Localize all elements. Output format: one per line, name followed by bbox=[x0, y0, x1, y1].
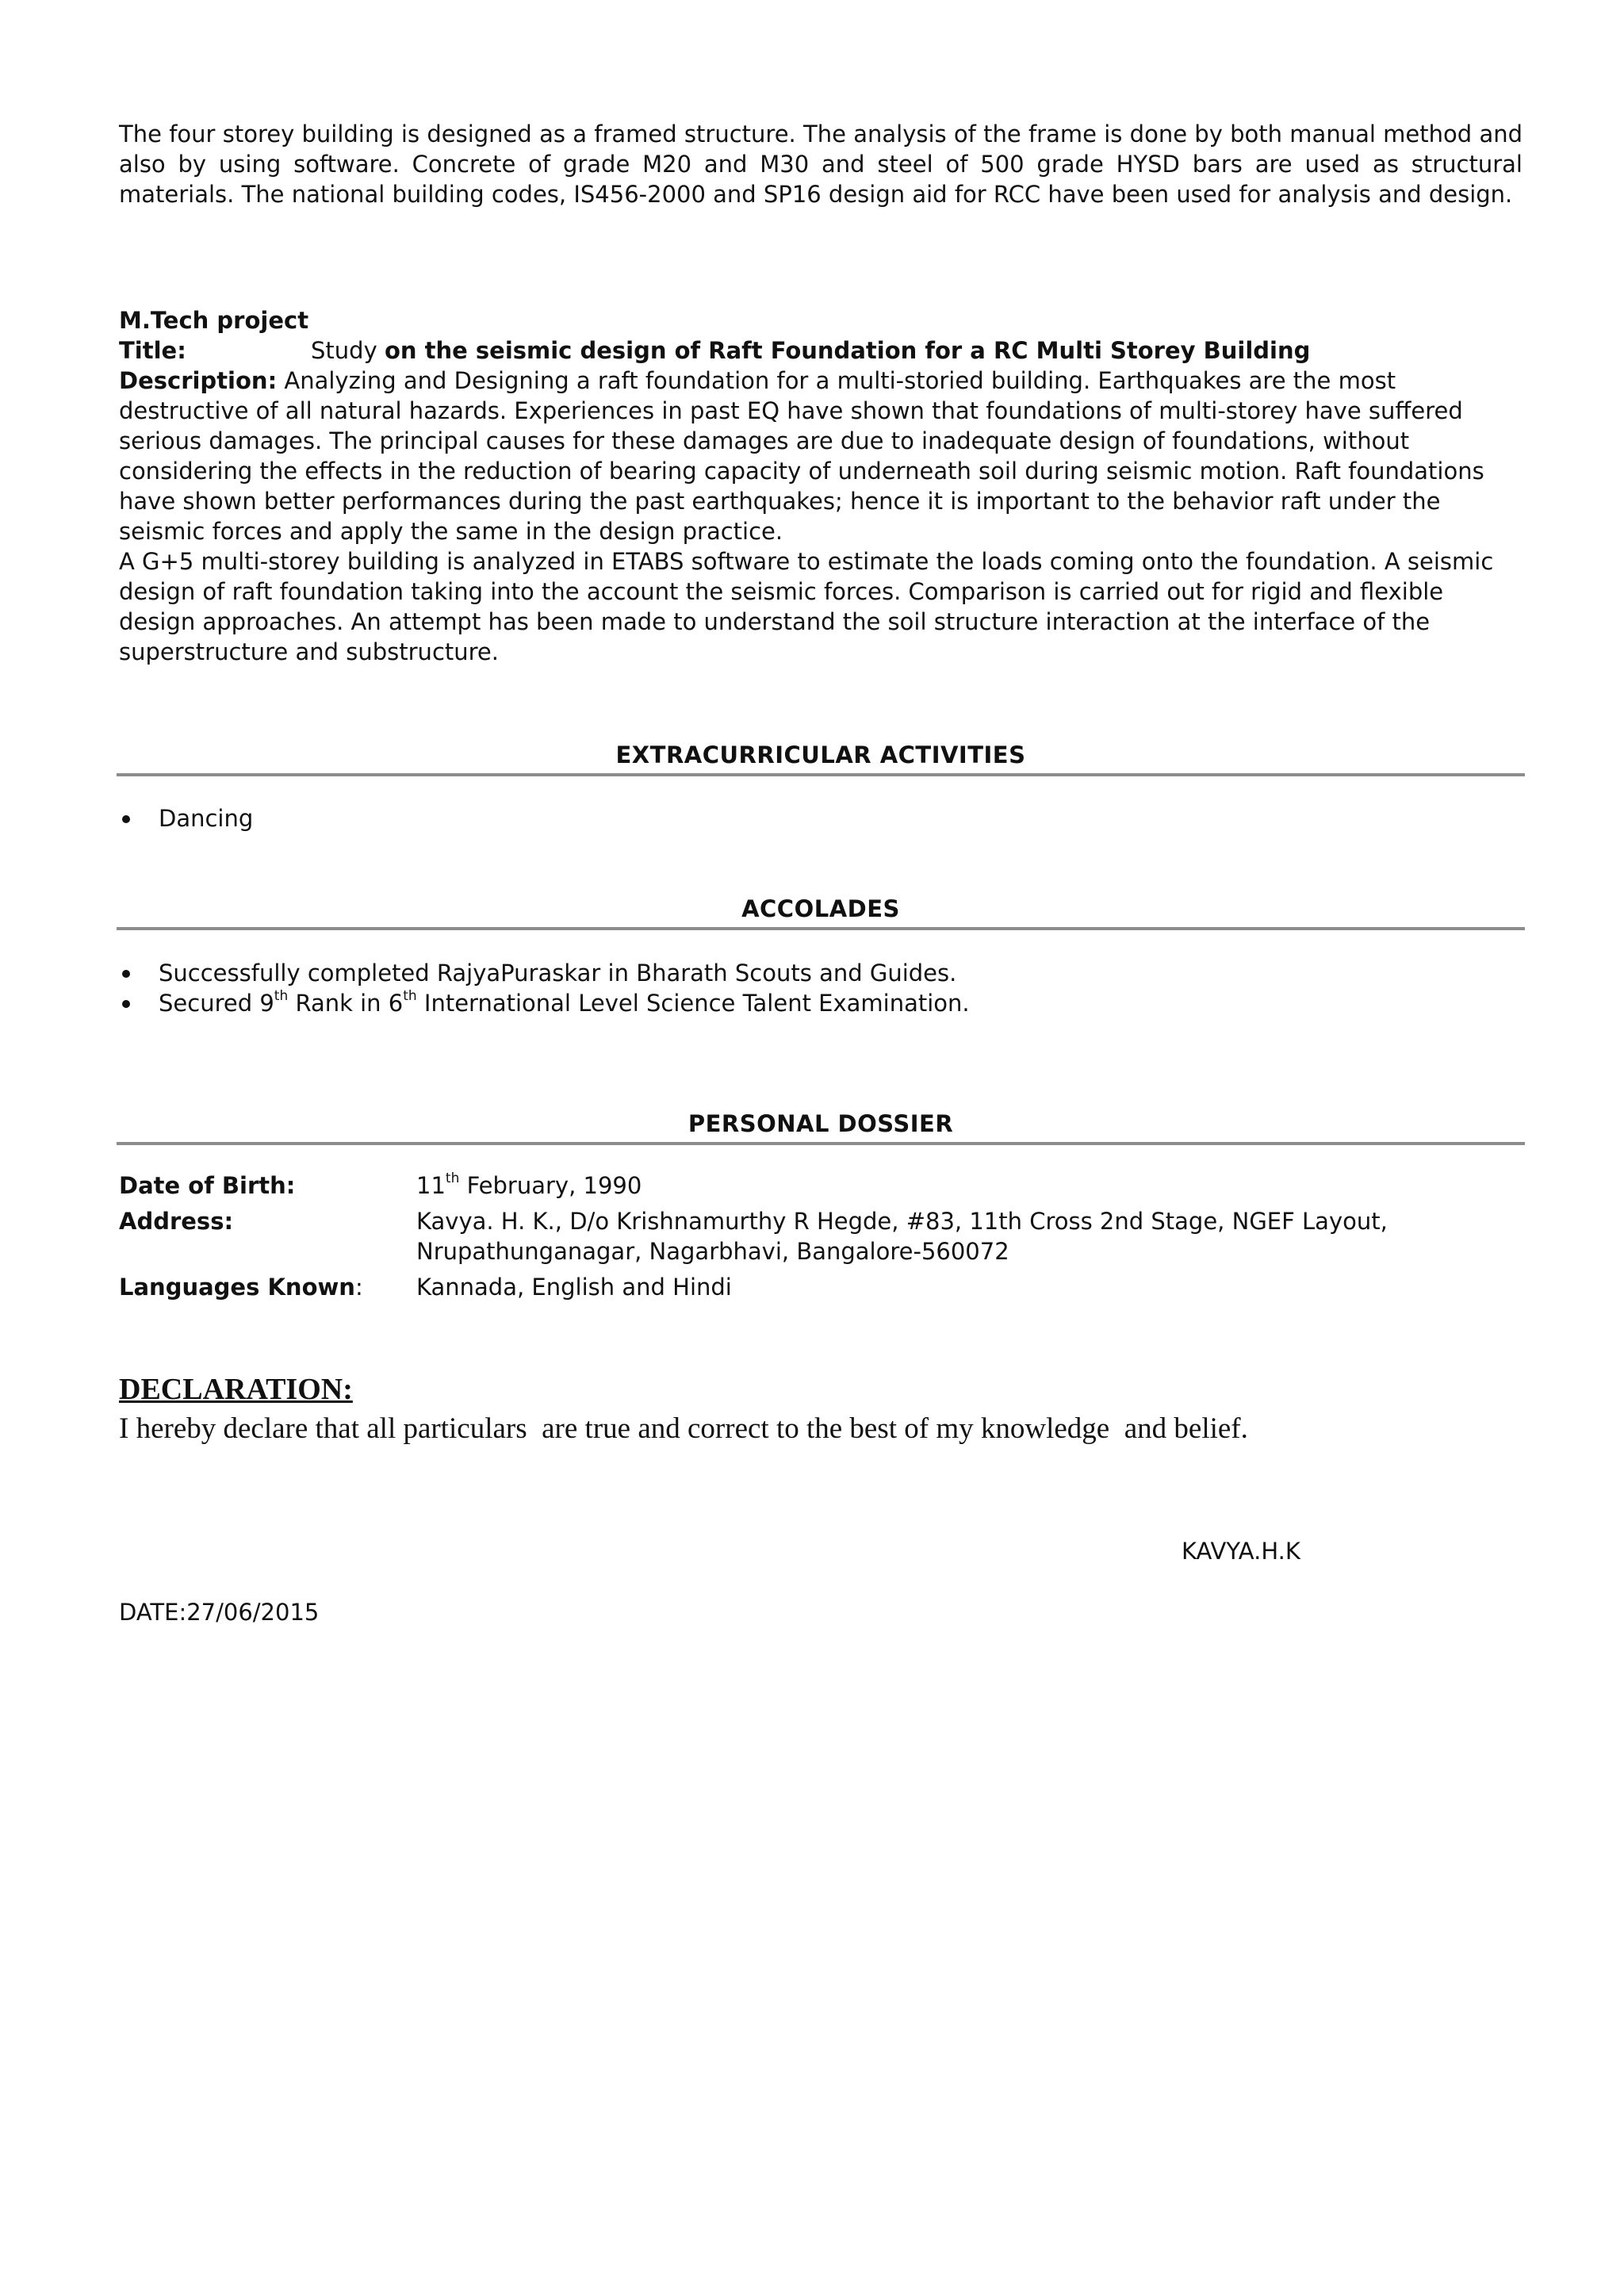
languages-colon: : bbox=[354, 1274, 363, 1301]
section-divider bbox=[117, 1142, 1525, 1145]
personal-section-header bbox=[117, 1109, 1525, 1145]
mtech-description bbox=[119, 366, 1522, 546]
bullet-icon bbox=[122, 970, 130, 978]
extracurricular-item: Dancing bbox=[159, 805, 254, 832]
mtech-project-block bbox=[119, 305, 1522, 667]
accolade-item-2 bbox=[159, 990, 970, 1017]
bullet-icon bbox=[122, 1000, 130, 1008]
accolades-heading: ACCOLADES bbox=[741, 895, 900, 922]
dob-day: 11 bbox=[416, 1172, 446, 1199]
mtech-title-label: Title: bbox=[119, 337, 186, 364]
accolade-item-1: Successfully completed RajyaPuraskar in Bharath Scouts and Guides. bbox=[159, 960, 957, 987]
accolade-text: Rank in 6 bbox=[288, 990, 404, 1017]
ordinal-suffix: th bbox=[403, 988, 417, 1005]
list-item bbox=[119, 988, 970, 1018]
languages-row bbox=[119, 1272, 1522, 1302]
bullet-icon bbox=[122, 815, 130, 823]
project-intro-paragraph: The four storey building is designed as a framed structure. The analysis of the frame is done by both manual method and also by using software. Concrete of grade M20 and M30 and steel of 500 grade HYSD bars are used as structural materials. The national building codes, IS456-2000 and SP16 design aid for RCC have been used for analysis and design. bbox=[119, 121, 1522, 208]
personal-heading: PERSONAL DOSSIER bbox=[688, 1110, 954, 1137]
dob-value bbox=[416, 1170, 1522, 1201]
dob-row bbox=[119, 1170, 1522, 1201]
address-line-2: Nrupathunganagar, Nagarbhavi, Bangalore-560072 bbox=[416, 1238, 1009, 1265]
section-divider bbox=[117, 927, 1525, 930]
signature-name: KAVYA.H.K bbox=[1182, 1538, 1300, 1565]
ordinal-suffix: th bbox=[274, 988, 289, 1005]
extracurricular-heading: EXTRACURRICULAR ACTIVITIES bbox=[615, 741, 1026, 768]
declaration-date: DATE:27/06/2015 bbox=[119, 1599, 320, 1626]
list-item bbox=[119, 803, 253, 833]
ordinal-suffix: th bbox=[445, 1170, 460, 1187]
address-row bbox=[119, 1206, 1522, 1266]
mtech-description-p2: A G+5 multi-storey building is analyzed in ETABS software to estimate the loads coming onto the foundation. A seismic design of raft foundation taking into the account the seismic forces. Comparison is carried out for rigid and flexible design approaches. An attempt has been made to understand the soil structure interaction at the interface of the superstructure and substructure. bbox=[119, 548, 1494, 665]
address-value bbox=[416, 1206, 1522, 1266]
declaration-text: I hereby declare that all particulars are true and correct to the best of my knowledge and belief. bbox=[119, 1412, 1248, 1445]
declaration-heading: DECLARATION: bbox=[119, 1373, 353, 1406]
mtech-title-bold: on the seismic design of Raft Foundation for a RC Multi Storey Building bbox=[384, 337, 1311, 364]
personal-dossier bbox=[119, 1170, 1522, 1308]
accolades-list bbox=[119, 958, 970, 1018]
extracurricular-section-header bbox=[117, 740, 1525, 776]
languages-label: Languages Known bbox=[119, 1274, 355, 1301]
accolades-section-header bbox=[117, 894, 1525, 930]
accolade-text: Secured 9 bbox=[159, 990, 274, 1017]
mtech-title-row bbox=[119, 335, 1522, 366]
languages-label-wrap bbox=[119, 1272, 416, 1302]
address-line-1: Kavya. H. K., D/o Krishnamurthy R Hegde, #83, 11th Cross 2nd Stage, NGEF Layout, bbox=[416, 1208, 1388, 1235]
mtech-title-text bbox=[311, 335, 1310, 366]
accolade-text: International Level Science Talent Examination. bbox=[416, 990, 970, 1017]
dob-rest: February, 1990 bbox=[459, 1172, 642, 1199]
dob-label: Date of Birth: bbox=[119, 1172, 296, 1199]
address-label: Address: bbox=[119, 1208, 234, 1235]
mtech-description-p1: Analyzing and Designing a raft foundation for a multi-storied building. Earthquakes are the most destructive of all natural hazards. Experiences in past EQ have shown that foundations of multi-storey have suffered serious damages. The principal causes for these damages are due to inadequate design of foundations, without considering the effects in the reduction of bearing capacity of underneath soil during seismic motion. Raft foundations have shown better performances during the past earthquakes; hence it is important to the behavior raft under the seismic forces and apply the same in the design practice. bbox=[119, 367, 1484, 545]
section-divider bbox=[117, 773, 1525, 776]
mtech-title-lead: Study bbox=[311, 337, 385, 364]
mtech-description-label: Description: bbox=[119, 367, 278, 394]
extracurricular-list bbox=[119, 803, 253, 833]
list-item bbox=[119, 958, 970, 988]
mtech-heading: M.Tech project bbox=[119, 307, 309, 334]
languages-value: Kannada, English and Hindi bbox=[416, 1274, 732, 1301]
